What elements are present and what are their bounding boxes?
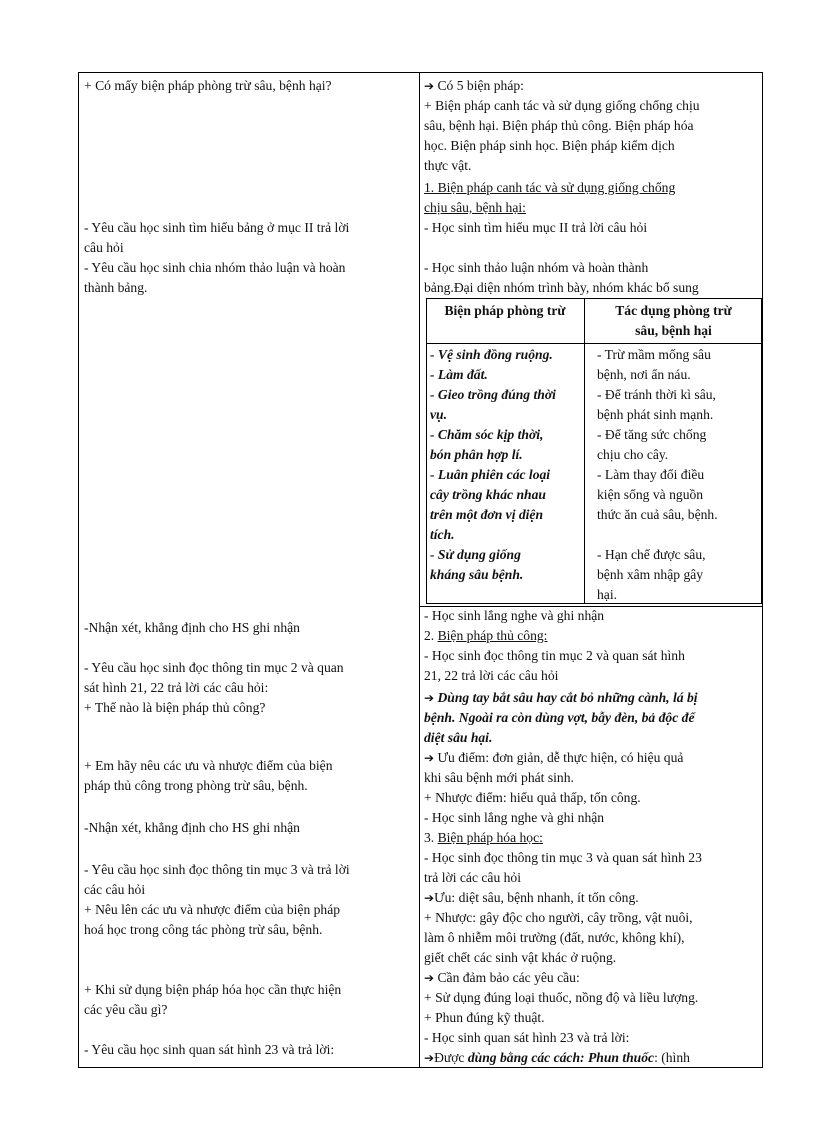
answer-measures-list: thực vật. [424,158,472,173]
answer-five-measures: ➔ Có 5 biện pháp: [424,78,524,93]
table-effect-line: bệnh xâm nhập gây [597,567,704,582]
answer-manual-method-cont: diệt sâu hại. [424,730,493,745]
table-measure-line: - Vệ sinh đồng ruộng. [430,347,553,362]
student-read-section2: - Học sinh đọc thông tin mục 2 và quan sát hình [424,648,685,663]
answer-chemical-advantages: ➔Ưu: diệt sâu, bệnh nhanh, ít tốn công. [424,890,639,905]
column-divider [419,72,420,1068]
answer-manual-advantages: ➔ Ưu điểm: đơn giản, dễ thực hiện, có hiệu quả [424,750,684,765]
student-read-section3: - Học sinh đọc thông tin mục 3 và quan sát hình 23 [424,850,702,865]
table-measure-line: kháng sâu bệnh. [430,567,524,582]
table-measure-line: tích. [430,527,455,542]
question-manual-pros-cons-cont: pháp thủ công trong phòng trừ sâu, bệnh. [84,778,308,793]
instruction-group-discuss-cont: thành bảng. [84,280,148,295]
answer-manual-method: ➔ Dùng tay bắt sâu hay cắt bỏ những cành, lá bị [424,690,698,705]
table-measure-line: trên một đơn vị diện [430,507,544,522]
table-measure-line: bón phân hợp lí. [430,447,523,462]
answer-measures-list: sâu, bệnh hại. Biện pháp thủ công. Biện pháp hóa [424,118,694,133]
question-chemical-requirements-cont: các yêu cầu gì? [84,1002,168,1017]
student-read-section3-cont: trả lời các câu hỏi [424,870,522,885]
answer-manual-method-cont: bệnh. Ngoài ra còn dùng vợt, bẫy đèn, bả độc để [424,710,695,725]
answer-measures-list: + Biện pháp canh tác và sử dụng giống chống chịu [424,98,700,113]
table-effect-line: thức ăn cuả sâu, bệnh. [597,507,718,522]
arrow-right-icon: ➔ [424,691,435,705]
table-effect-line [597,525,760,545]
student-listen-1: - Học sinh lắng nghe và ghi nhận [424,608,605,623]
answer-requirements: ➔ Cần đảm bảo các yêu cầu: [424,970,580,985]
table-effect-line: chịu cho cây. [597,447,669,462]
section-heading-1: 1. Biện pháp canh tác và sử dụng giống chống [424,180,676,195]
question-chemical-pros-cons: + Nêu lên các ưu và nhược điểm của biện pháp [84,902,341,917]
answer-chemical-disadvantages-cont: giết chết các sinh vật khác ở ruộng. [424,950,617,965]
student-read-section2-cont: 21, 22 trả lời các câu hỏi [424,668,559,683]
question-manual-pros-cons: + Em hãy nêu các ưu và nhược điểm của biện [84,758,333,773]
question-chemical-requirements: + Khi sử dụng biện pháp hóa học cần thực hiện [84,982,342,997]
table-effect-line: kiện sống và nguồn [597,487,704,502]
section-heading-1-cont: chịu sâu, bệnh hại: [424,200,526,215]
instruction-read-section3: - Yêu cầu học sinh đọc thông tin mục 3 và trả lời [84,862,350,877]
table-measure-line: cây trồng khác nhau [430,487,546,502]
table-effect-line: - Trừ mầm mống sâu [597,347,711,362]
table-measure-line: - Chăm sóc kịp thời, [430,427,544,442]
table-effect-line: - Làm thay đổi điều [597,467,705,482]
answer-manual-disadvantages: + Nhược điểm: hiểu quả thấp, tốn công. [424,790,641,805]
instruction-observe-fig23: - Yêu cầu học sinh quan sát hình 23 và trả lời: [84,1042,335,1057]
arrow-right-icon: ➔ [424,79,435,93]
measures-table-header-divider [426,343,762,344]
student-listen-2: - Học sinh lắng nghe và ghi nhận [424,810,605,825]
table-effect-line: - Hạn chế được sâu, [597,547,706,562]
student-group-discuss: - Học sinh thảo luận nhóm và hoàn thành [424,260,649,275]
section-heading-2: 2. Biện pháp thủ công: [424,628,548,643]
arrow-right-icon: ➔ [424,891,435,905]
answer-requirement-technique: + Phun đúng kỹ thuật. [424,1010,545,1025]
answer-measures-list: học. Biện pháp sinh học. Biện pháp kiểm dịch [424,138,675,153]
instruction-group-discuss: - Yêu cầu học sinh chia nhóm thảo luận và hoàn [84,260,346,275]
table-measure-line: vụ. [430,407,447,422]
instruction-read-table: - Yêu cầu học sinh tìm hiểu bảng ở mục II trả lời [84,220,350,235]
section-heading-3: 3. Biện pháp hóa học: [424,830,543,845]
answer-manual-advantages-cont: khi sâu bệnh mới phát sinh. [424,770,574,785]
table-effect-line: bệnh, nơi ẩn náu. [597,367,691,382]
table-effect-line: hại. [597,587,618,602]
answer-chemical-disadvantages: + Nhược: gây độc cho người, cây trồng, vật nuôi, [424,910,693,925]
arrow-right-icon: ➔ [424,1051,435,1065]
instruction-read-section3-cont: các câu hỏi [84,882,146,897]
question-manual-method: + Thế nào là biện pháp thủ công? [84,700,266,715]
question-chemical-pros-cons-cont: hoá học trong công tác phòng trừ sâu, bệnh. [84,922,323,937]
arrow-right-icon: ➔ [424,971,435,985]
answer-chemical-disadvantages-cont: làm ô nhiễm môi trường (đất, nước, không khí), [424,930,685,945]
answer-application-methods: ➔Được dùng bằng các cách: Phun thuốc: (hình [424,1050,690,1065]
table-measure-line: - Luân phiên các loại [430,467,551,482]
student-group-discuss-cont: bảng.Đại diện nhóm trình bày, nhóm khác bổ sung [424,280,699,295]
teacher-confirm-1: -Nhận xét, khẳng định cho HS ghi nhận [84,620,300,635]
table-effect-line: - Để tránh thời kì sâu, [597,387,716,402]
instruction-read-table-cont: câu hỏi [84,240,124,255]
arrow-right-icon: ➔ [424,751,435,765]
answer-requirement-dosage: + Sử dụng đúng loại thuốc, nồng độ và liều lượng. [424,990,699,1005]
student-read-table: - Học sinh tìm hiểu mục II trả lời câu hỏi [424,220,648,235]
question-pest-measures: + Có mấy biện pháp phòng trừ sâu, bệnh hại? [84,78,332,93]
table-effects-cell [597,345,760,605]
instruction-read-section2-cont: sát hình 21, 22 trả lời các câu hỏi: [84,680,269,695]
table-measure-line: - Gieo trồng đúng thời [430,387,556,402]
instruction-read-section2: - Yêu cầu học sinh đọc thông tin mục 2 và quan [84,660,344,675]
table-measure-line: - Sử dụng giống [430,547,521,562]
table-effect-line: - Để tăng sức chống [597,427,707,442]
table-header-measures: Biện pháp phòng trừ [444,303,566,318]
student-observe-fig23: - Học sinh quan sát hình 23 và trả lời: [424,1030,630,1045]
table-measure-line: - Làm đất. [430,367,488,382]
teacher-confirm-2: -Nhận xét, khẳng định cho HS ghi nhận [84,820,300,835]
table-header-effects: Tác dụng phòng trừ sâu, bệnh hại [615,303,732,338]
table-effect-line: bệnh phát sinh mạnh. [597,407,714,422]
table-measures-cell [430,345,582,585]
